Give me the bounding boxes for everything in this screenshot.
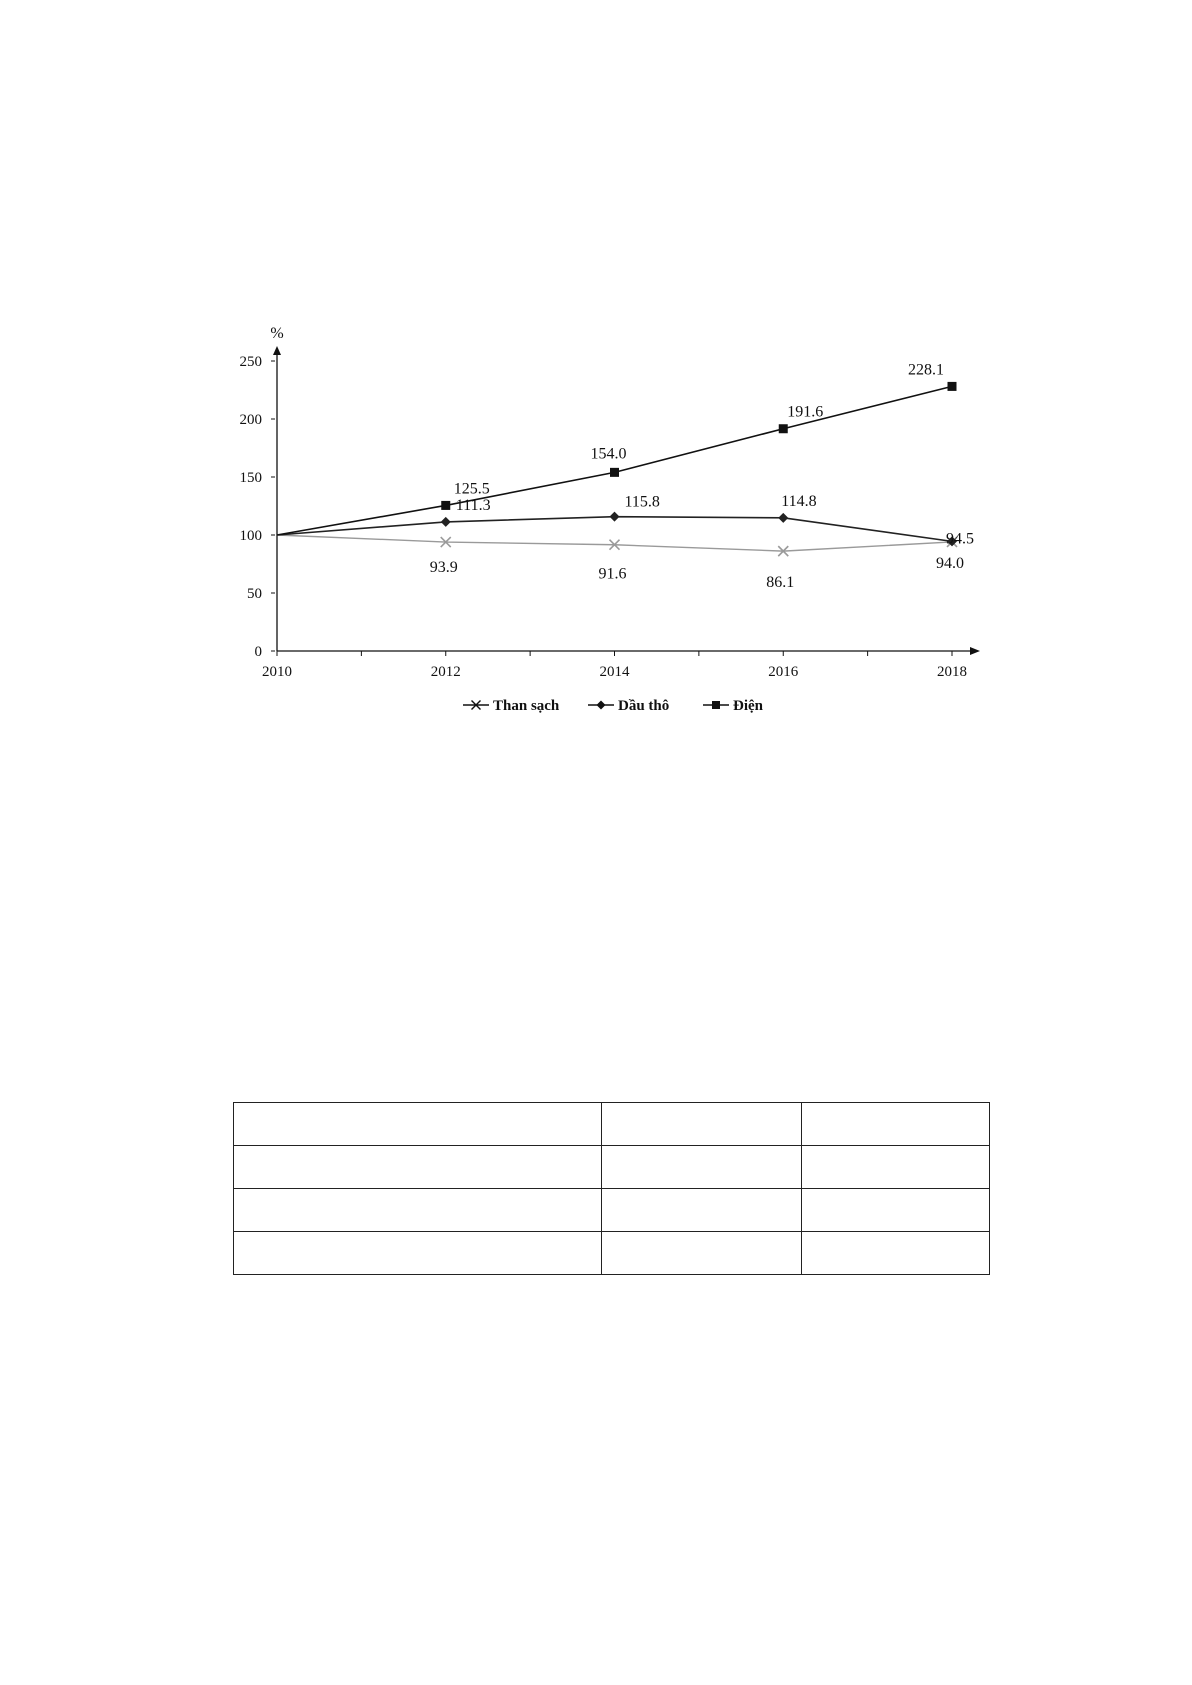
data-label: 114.8	[781, 492, 817, 510]
data-label: 93.9	[429, 559, 458, 577]
table-cell	[234, 1103, 602, 1146]
table-cell	[602, 1232, 802, 1275]
legend-item	[703, 698, 764, 714]
legend-label: Dầu thô	[618, 698, 670, 714]
x-tick-label: 2016	[768, 664, 799, 680]
table-cell	[802, 1146, 990, 1189]
data-point	[610, 468, 619, 477]
data-label: 191.6	[787, 403, 824, 421]
y-tick-label: 250	[239, 354, 262, 370]
data-label: 111.3	[455, 496, 491, 514]
data-label: 228.1	[908, 361, 944, 379]
legend-label: Điện	[733, 698, 763, 714]
legend-item	[463, 698, 560, 714]
data-label: 154.0	[590, 445, 627, 463]
table-row	[234, 1103, 990, 1146]
data-point	[441, 517, 451, 527]
y-tick-label: 0	[254, 644, 262, 660]
data-point	[610, 512, 620, 522]
table-cell	[234, 1232, 602, 1275]
table-row	[234, 1232, 990, 1275]
data-label: 86.1	[766, 574, 795, 592]
table-cell	[802, 1189, 990, 1232]
data-point	[441, 501, 450, 510]
data-label: 94.5	[946, 530, 974, 548]
x-tick-label: 2014	[599, 664, 630, 680]
legend-label: Than sạch	[493, 698, 560, 714]
chart-data-labels	[430, 361, 974, 591]
line-chart	[0, 0, 1192, 760]
data-label: 91.6	[598, 565, 627, 583]
chart-axes	[240, 325, 981, 680]
y-tick-label: 200	[239, 412, 262, 428]
legend-marker	[597, 701, 606, 710]
series-line	[277, 535, 952, 551]
table-cell	[602, 1189, 802, 1232]
legend-marker	[712, 701, 720, 709]
data-label: 115.8	[624, 493, 660, 511]
table-cell	[802, 1232, 990, 1275]
table-cell	[602, 1146, 802, 1189]
table-cell	[602, 1103, 802, 1146]
data-label: 125.5	[453, 480, 490, 498]
table-row	[234, 1189, 990, 1232]
x-axis-arrow	[970, 647, 980, 655]
y-axis-arrow	[273, 346, 281, 355]
table-cell	[234, 1146, 602, 1189]
y-tick-label: 150	[239, 470, 262, 486]
y-tick-label: 50	[247, 586, 262, 602]
empty-table	[233, 1102, 990, 1275]
data-point	[779, 424, 788, 433]
chart-legend	[463, 698, 764, 714]
x-tick-label: 2010	[262, 664, 292, 680]
y-tick-label: 100	[239, 528, 262, 544]
data-label: 94.0	[936, 554, 964, 572]
data-point	[948, 382, 957, 391]
x-tick-label: 2012	[430, 664, 461, 680]
table-row	[234, 1146, 990, 1189]
chart-markers	[441, 382, 957, 556]
x-tick-label: 2018	[937, 664, 967, 680]
table-cell	[234, 1189, 602, 1232]
data-point	[778, 513, 788, 523]
legend-item	[588, 698, 669, 714]
table-cell	[802, 1103, 990, 1146]
y-axis-label: %	[270, 325, 284, 342]
